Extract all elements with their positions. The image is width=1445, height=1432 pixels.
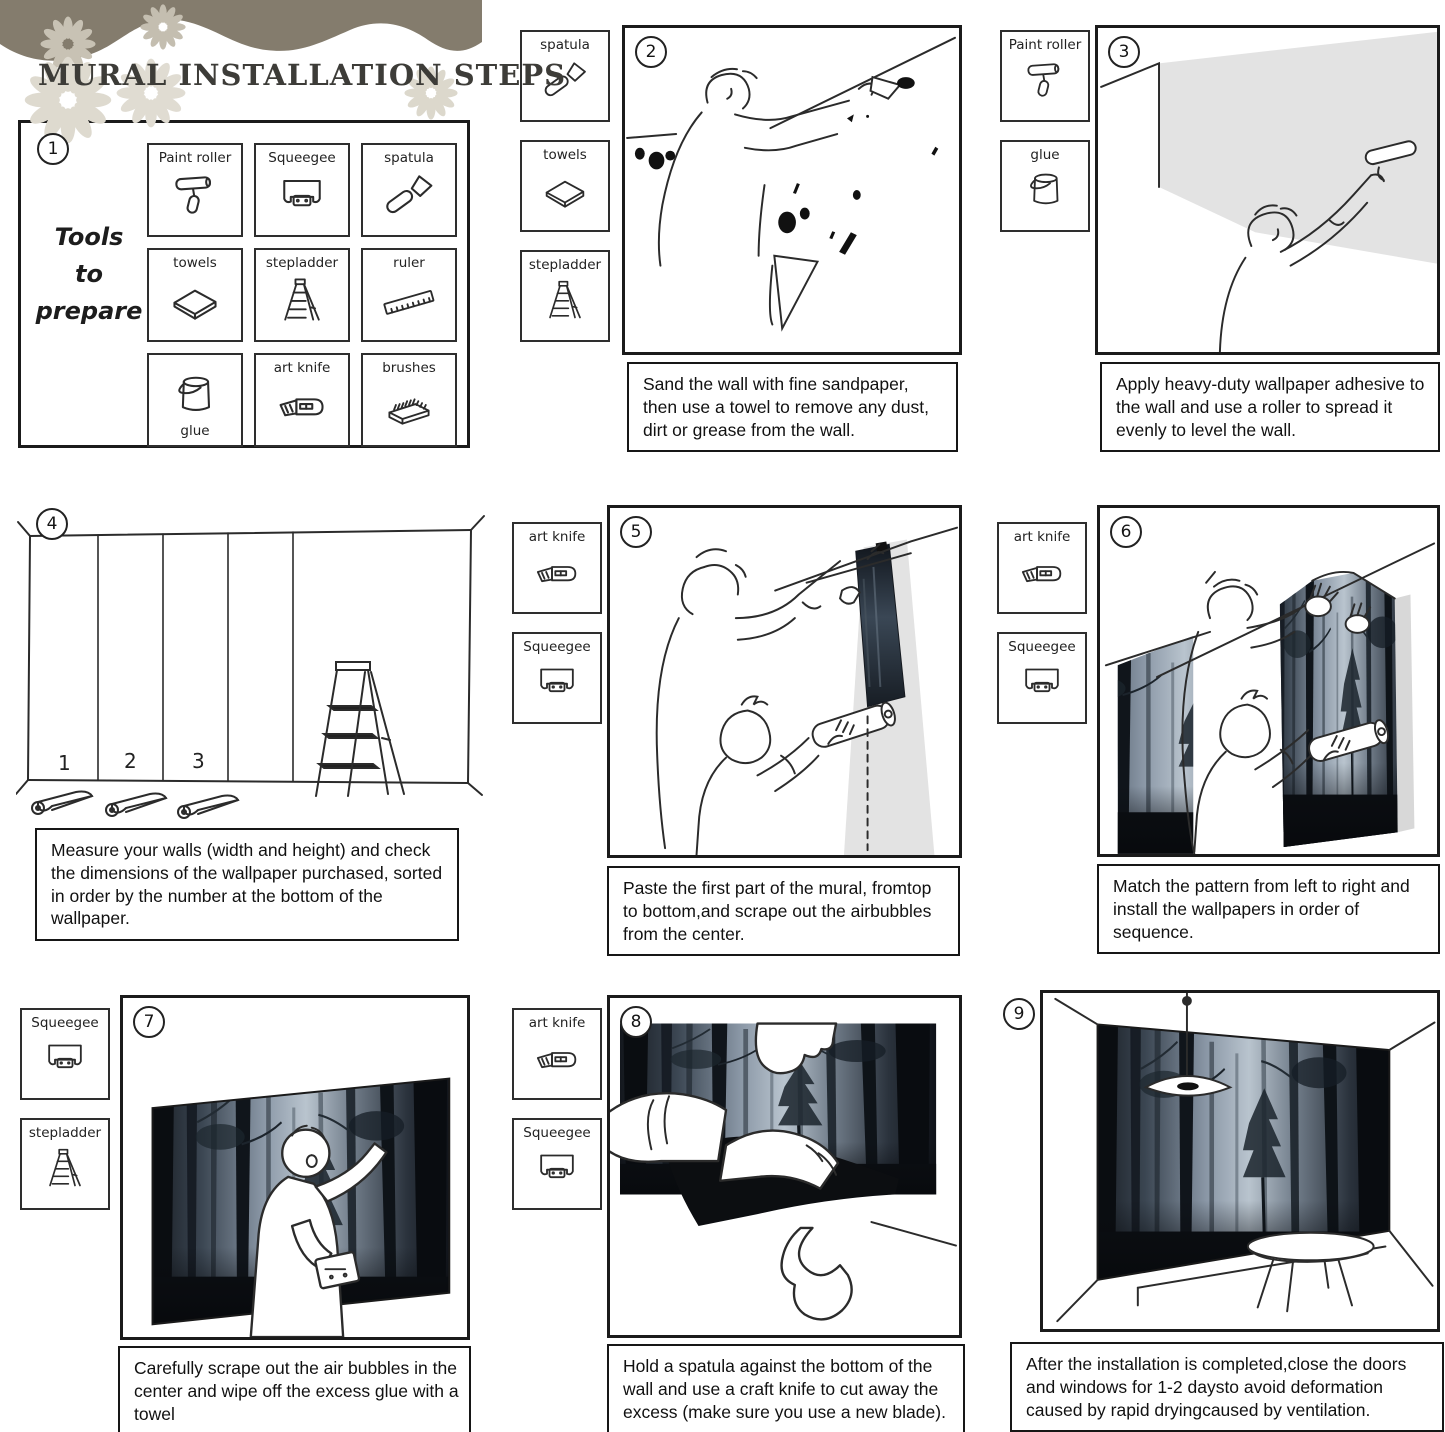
squeegee-icon — [529, 657, 585, 707]
step-6-caption: Match the pattern from left to right and install the wallpapers in order of sequence. — [1097, 864, 1440, 954]
brushes-icon — [380, 377, 438, 433]
tool-box-art-knife: art knife — [254, 353, 350, 447]
tools-grid — [147, 143, 457, 447]
step-5-illustration — [607, 505, 962, 858]
step-number-badge: 1 — [37, 133, 69, 165]
towels-icon — [537, 165, 593, 215]
step-7-caption: Carefully scrape out the air bubbles in the center and wipe off the excess glue with a towel — [118, 1346, 471, 1432]
tool-chip-glue: glue — [1000, 140, 1090, 232]
step-3-caption: Apply heavy-duty wallpaper adhesive to the wall and use a roller to spread it evenly to level the wall. — [1100, 362, 1440, 452]
wallpaper-backing — [1395, 595, 1415, 833]
wallpaper-roll — [32, 792, 92, 815]
flower-decoration-icon — [140, 4, 186, 50]
step-2-drawing-sanding-wall — [625, 28, 959, 352]
tool-chip-squeegee: Squeegee — [512, 1118, 602, 1210]
towels-icon — [166, 272, 224, 328]
tool-box-stepladder: stepladder — [254, 248, 350, 342]
step-4-illustration — [16, 498, 486, 833]
tool-box-paint-roller: Paint roller — [147, 143, 243, 237]
stepladder-icon — [537, 275, 593, 325]
glue-icon — [166, 367, 224, 423]
tool-chip-squeegee: Squeegee — [512, 632, 602, 724]
paint-roller-icon — [166, 167, 224, 223]
step-9-illustration — [1040, 990, 1440, 1332]
tool-chip-stepladder: stepladder — [520, 250, 610, 342]
step-9-drawing-finished-room — [1043, 993, 1437, 1329]
step-6-illustration — [1097, 505, 1440, 857]
step-9-caption: After the installation is completed,close the doors and windows for 1-2 daysto avoid deformation caused by rapid dryingcaused by ventilation. — [1010, 1342, 1444, 1432]
page-title: MURAL INSTALLATION STEPS — [38, 58, 567, 92]
art-knife-icon — [529, 547, 585, 597]
stepladder-icon — [273, 272, 331, 328]
wallpaper-roll — [178, 796, 238, 819]
step-number-badge: 3 — [1108, 36, 1140, 68]
step-number-badge: 4 — [36, 508, 68, 540]
roll-number-label: 3 — [192, 749, 205, 773]
tool-chip-stepladder: stepladder — [20, 1118, 110, 1210]
tool-box-squeegee: Squeegee — [254, 143, 350, 237]
squeegee-icon — [1014, 657, 1070, 707]
figure-head — [282, 1130, 329, 1177]
step-8-drawing-cutting-excess — [610, 998, 959, 1335]
tool-chip-towels: towels — [520, 140, 610, 232]
step-4-caption: Measure your walls (width and height) and check the dimensions of the wallpaper purchased, sorted in order by the number at the bottom of the wallpaper. — [35, 828, 459, 941]
tool-chip-squeegee: Squeegee — [20, 1008, 110, 1100]
tool-chip-art-knife: art knife — [997, 522, 1087, 614]
tool-chip-spatula: spatula — [520, 30, 610, 122]
ruler-icon — [380, 272, 438, 328]
stepladder-drawing — [316, 662, 404, 796]
step-number-badge: 7 — [133, 1006, 165, 1038]
step-3-illustration — [1095, 25, 1440, 355]
step-4-drawing-measuring-wall — [16, 498, 486, 833]
step-8-illustration — [607, 995, 962, 1338]
step-8-caption: Hold a spatula against the bottom of the wall and use a craft knife to cut away the excess (make sure you use a new blade). — [607, 1344, 965, 1432]
squeegee-icon — [529, 1143, 585, 1193]
step-2-caption: Sand the wall with fine sandpaper, then use a towel to remove any dust, dirt or grease from the wall. — [627, 362, 958, 452]
tool-chip-paint-roller: Paint roller — [1000, 30, 1090, 122]
step-number-badge: 5 — [620, 516, 652, 548]
squeegee-icon — [37, 1033, 93, 1083]
step-number-badge: 8 — [620, 1006, 652, 1038]
roll-number-label: 2 — [124, 749, 137, 773]
step-number-badge: 9 — [1003, 998, 1035, 1030]
tool-box-spatula: spatula — [361, 143, 457, 237]
step-6-drawing-matching-pattern — [1100, 508, 1437, 854]
step-3-drawing-applying-adhesive — [1098, 28, 1437, 352]
stepladder-icon — [37, 1143, 93, 1193]
step-7-illustration — [120, 995, 470, 1340]
art-knife-icon — [529, 1033, 585, 1083]
excess-curl — [782, 1228, 852, 1320]
pendant-mount — [1182, 996, 1192, 1006]
step-2-illustration — [622, 25, 962, 355]
tool-chip-art-knife: art knife — [512, 1008, 602, 1100]
step-5-caption: Paste the first part of the mural, fromtop to bottom,and scrape out the airbubbles from the center. — [607, 866, 960, 956]
forearm — [610, 1093, 726, 1162]
tool-box-towels: towels — [147, 248, 243, 342]
art-knife-icon — [273, 377, 331, 433]
tool-box-brushes: brushes — [361, 353, 457, 447]
tools-to-prepare-label: Tools to prepare — [35, 223, 143, 326]
tool-chip-squeegee: Squeegee — [997, 632, 1087, 724]
step-1-tools-panel — [18, 120, 470, 448]
tool-box-glue: glue — [147, 353, 243, 447]
step-7-drawing-smoothing-bubbles — [123, 998, 467, 1337]
tool-chip-art-knife: art knife — [512, 522, 602, 614]
spatula-icon — [380, 167, 438, 223]
step-number-badge: 6 — [1110, 516, 1142, 548]
coffee-table — [1248, 1233, 1374, 1312]
wallpaper-roll — [106, 794, 166, 817]
step-5-drawing-pasting-first-panel — [610, 508, 959, 855]
art-knife-icon — [1014, 547, 1070, 597]
squeegee-icon — [273, 167, 331, 223]
step-number-badge: 2 — [635, 36, 667, 68]
tool-box-ruler: ruler — [361, 248, 457, 342]
glue-icon — [1017, 165, 1073, 215]
paint-roller-icon — [1017, 55, 1073, 105]
roll-number-label: 1 — [58, 751, 71, 775]
